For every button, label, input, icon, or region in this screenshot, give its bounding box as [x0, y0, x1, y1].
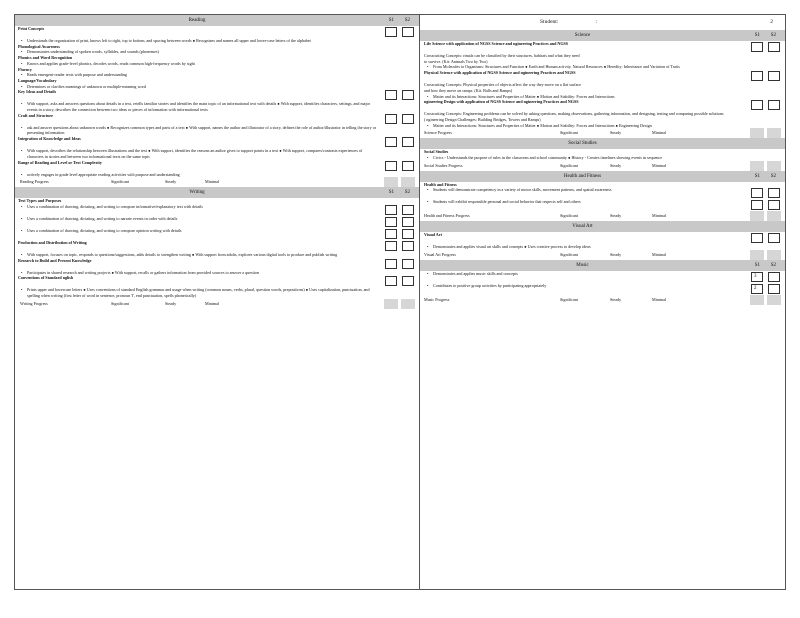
semester-1-grade-box[interactable]: [385, 90, 397, 100]
semester-1-grade-box[interactable]: [751, 233, 763, 243]
science-standard-text: Physical Science with application of NGSS Science and ngineering Practices and NGSS: [424, 70, 576, 76]
reading-standard-row: [15, 148, 419, 159]
writing-section-title: Writing: [189, 190, 205, 196]
minimal-option[interactable]: Minimal: [652, 130, 667, 136]
writing-standard-text: Production and Distribution of Writing: [18, 239, 87, 245]
social-studies-section-header: [420, 138, 785, 149]
science-standard-text: ngineering Design with application of NGSS Science and ngineering Practices and NGSS: [424, 99, 579, 105]
reading-standard-row: [15, 26, 419, 38]
reading-standard-row: [15, 125, 419, 136]
semester-1-grade-box[interactable]: [751, 71, 763, 81]
visual-art-progress-row: [420, 250, 785, 260]
semester-1-progress-box[interactable]: [750, 295, 764, 305]
science-standard-text: • Matter and its Interactions: Structures and Properties of Matter ● Motion and Stability: Forces and Interactions: [424, 94, 743, 100]
semester-1-grade-box[interactable]: [385, 217, 397, 227]
science-standard-text: Crosscutting Concepts: rimals can be classified by their structures, habitats and what they need: [424, 53, 580, 58]
semester-1-progress-box[interactable]: [750, 211, 764, 221]
visual-art-section-header: [420, 221, 785, 232]
semester-2-label: S2: [404, 18, 410, 23]
writing-standard-text: Text Types and Purposes: [18, 198, 62, 204]
writing-standard-row: [15, 216, 419, 228]
science-standard-text: • From Molecules to Organisms: Structures and Function ● Earth and Human activity, Natural Resources ● Heredity: Inheritance and Variation of Traits: [424, 64, 743, 70]
semester-1-grade-box[interactable]: [751, 200, 763, 210]
minimal-option[interactable]: Minimal: [652, 297, 667, 303]
health-standard-text: Health and Fitness: [424, 181, 457, 187]
semester-2-grade-box[interactable]: [402, 276, 414, 286]
steady-option[interactable]: Steady: [610, 162, 622, 168]
science-standard-text: and how they move on ramps. (Kit: Balls and Ramps): [424, 87, 513, 93]
science-standard-text: to survive. (Kit: Animals Two by Two): [424, 58, 488, 64]
semester-2-grade-box[interactable]: [402, 161, 414, 171]
semester-2-grade-box[interactable]: [768, 284, 780, 294]
semester-1-label: S1: [754, 263, 760, 269]
page-number: 2: [770, 19, 773, 25]
minimal-option[interactable]: Minimal: [652, 252, 667, 258]
reading-progress-row: [15, 177, 419, 187]
semester-1-progress-box[interactable]: [750, 250, 764, 260]
social-studies-progress-label: Social Studies Progress: [424, 162, 463, 168]
science-standard-row: [420, 99, 785, 111]
music-standard-row: [420, 283, 785, 295]
semester-2-grade-box[interactable]: [402, 90, 414, 100]
writing-standard-row: [15, 204, 419, 216]
visual-art-standard-text: Visual Art: [424, 232, 442, 238]
health-section-header: [420, 171, 785, 182]
writing-standard-text: • With support, focuses on topic, responds to questions/suggestions, adds details to strengthen writing ● With support from adults, explores various digital tools to produce and publish writing: [18, 252, 377, 258]
significant-option[interactable]: Significant: [560, 252, 578, 258]
minimal-option[interactable]: Minimal: [652, 162, 667, 168]
writing-standard-text: • Uses a combination of drawing, dictating, and writing to compose informative/explanatory text with details: [18, 204, 377, 210]
semester-1-grade-box[interactable]: [385, 161, 397, 171]
science-standard-text: Crosscutting Concepts: Physical properties of objects affect the way they move on a flat surface: [424, 82, 582, 88]
writing-standard-row: [15, 240, 419, 252]
semester-2-grade-box[interactable]: [768, 100, 780, 110]
reading-standard-row: [15, 89, 419, 101]
reading-standard-text: Fluency: [18, 66, 32, 72]
reading-standard-text: • Reads emergent-reader texts with purpose and understanding: [18, 72, 377, 78]
reading-standard-text: Craft and Structure: [18, 112, 53, 118]
health-progress-row: [420, 211, 785, 221]
semester-1-progress-box[interactable]: [384, 299, 398, 309]
semester-2-label: S2: [404, 190, 410, 196]
semester-1-grade-box[interactable]: 3: [751, 272, 763, 282]
steady-option[interactable]: Steady: [610, 213, 622, 219]
minimal-option[interactable]: Minimal: [205, 179, 220, 185]
writing-standard-row: [15, 258, 419, 270]
writing-standard-row: [15, 228, 419, 240]
reading-standard-row: [15, 101, 419, 112]
semester-2-grade-box[interactable]: [768, 42, 780, 52]
semester-2-label: S2: [770, 173, 776, 179]
science-standard-text: Life Science with application of NGSS Science and ngineering Practices and NGSS: [424, 41, 569, 46]
social-studies-standard-text: Social Studies: [424, 149, 449, 155]
semester-1-grade-box[interactable]: [385, 205, 397, 215]
music-standard-row: [420, 271, 785, 283]
social-studies-section-title: Social Studies: [568, 141, 597, 147]
reading-standard-text: Phonics and Word Recognition: [18, 55, 73, 61]
reading-standard-text: Phonological Awareness: [18, 43, 60, 49]
semester-1-grade-box[interactable]: [385, 259, 397, 269]
health-progress-label: Health and Fitness Progress: [424, 213, 470, 219]
reading-standard-text: • Determines or clarifies meanings of unknown or multiple-meaning word: [18, 84, 377, 90]
health-section-title: Health and Fitness: [563, 173, 602, 179]
reading-section-title: Reading: [188, 18, 206, 23]
reading-standard-text: • actively engages in grade level appropriate reading activities with purpose and understanding: [18, 172, 377, 178]
reading-standard-text: • With support, describes the relationship between illustrations and the text ● With support, identifies the reasons an author gives to support points in a text ● With support, compares/contrasts experiences of characters in stories and between two informational texts on the same topic: [18, 148, 377, 159]
semester-2-grade-box[interactable]: [402, 259, 414, 269]
writing-section-header: [15, 187, 419, 198]
semester-2-grade-box[interactable]: [768, 233, 780, 243]
semester-2-progress-box[interactable]: [401, 299, 415, 309]
science-standard-text: • Matter and its Interactions: Structures and Properties of Matter ● Motion and Stability: Forces and Interactions ● Engineering Design: [424, 123, 743, 129]
science-section-header: [420, 30, 785, 41]
semester-2-grade-box[interactable]: [768, 188, 780, 198]
reading-standard-text: • With support, asks and answers questions about details in a text, retells familiar stories and identifies the main topic of an informational text with details ● With support, identifies characters, settings, and major events in a story, describes the connection between two ideas or pieces of information with informational texts: [18, 101, 377, 112]
significant-option[interactable]: Significant: [111, 179, 129, 185]
visual-art-standard-row: [420, 232, 785, 244]
semester-1-grade-box[interactable]: 2: [751, 284, 763, 294]
semester-1-progress-box[interactable]: [750, 161, 764, 171]
reading-standard-row: [15, 113, 419, 125]
left-column: [15, 15, 420, 589]
reading-standard-text: • ask and answer questions about unknown words ● Recognizes common types and parts of a text ● With support, names the author and illustrator of a story, defines the role of author/illustrator in telling the story or presenting information: [18, 125, 377, 136]
semester-1-grade-box[interactable]: [751, 100, 763, 110]
semester-2-grade-box[interactable]: [402, 114, 414, 124]
report-card-page: [14, 14, 786, 590]
semester-1-grade-box[interactable]: [385, 276, 397, 286]
semester-2-grade-box[interactable]: [402, 217, 414, 227]
semester-2-grade-box[interactable]: [402, 27, 414, 37]
writing-standard-text: Research to Build and Present Knowledge: [18, 257, 92, 263]
semester-2-grade-box[interactable]: [768, 71, 780, 81]
social-studies-standard-text: • Civics - Understands the purpose of rules in the classroom and school community ● History - Creates timelines showing events in sequence: [424, 155, 743, 161]
writing-standard-text: Conventions of Standard nglish: [18, 275, 74, 281]
science-standard-text: ( ngineering Design Challenges: Building Bridges, Towers and Ramps): [424, 116, 541, 122]
semester-2-progress-box[interactable]: [767, 128, 781, 138]
semester-2-grade-box[interactable]: [768, 272, 780, 282]
reading-standard-text: Integration of Knowledge and Ideas: [18, 136, 81, 142]
health-standard-row: [420, 187, 785, 199]
semester-2-label: S2: [770, 263, 776, 269]
science-standard-text: Crosscutting Concepts: Engineering problems can be solved by asking questions, making observations, gathering information, and designing, testing and comparing possible solutions: [424, 111, 724, 117]
music-standard-text: • Contributes to positive group activities by participating appropriately: [424, 283, 743, 289]
music-standard-text: • Demonstrates and applies music skills and concepts: [424, 271, 743, 277]
reading-standard-text: Range of Reading and Level or Text Complexity: [18, 159, 102, 165]
semester-1-label: S1: [754, 33, 760, 38]
semester-2-progress-box[interactable]: [767, 250, 781, 260]
reading-standard-text: Language/Vocabulary: [18, 77, 57, 83]
student-name-field[interactable]: :: [596, 19, 598, 25]
music-progress-row: [420, 295, 785, 305]
semester-2-grade-box[interactable]: [768, 200, 780, 210]
visual-art-progress-label: Visual Art Progress: [424, 252, 456, 258]
health-standard-text: • Students will exhibit responsible personal and social behavior that respects self and others: [424, 199, 743, 205]
semester-2-progress-box[interactable]: [767, 295, 781, 305]
writing-standard-text: • Uses a combination of drawing, dictating, and writing to compose opinion writing with details: [18, 228, 377, 234]
significant-option[interactable]: Significant: [560, 297, 578, 303]
semester-1-grade-box[interactable]: [751, 188, 763, 198]
semester-1-grade-box[interactable]: [385, 27, 397, 37]
steady-option[interactable]: Steady: [165, 300, 177, 306]
semester-1-label: S1: [388, 190, 394, 196]
science-section-title: Science: [574, 33, 591, 38]
semester-1-progress-box[interactable]: [750, 128, 764, 138]
reading-standard-text: Key Ideas and Details: [18, 89, 57, 95]
significant-option[interactable]: Significant: [111, 300, 129, 306]
writing-progress-label: Writing Progress: [20, 300, 48, 306]
reading-standard-text: • Demonstrates understanding of spoken words, syllables, and sounds (phonemes): [18, 49, 377, 55]
student-header: [420, 15, 785, 30]
reading-standard-text: • Understands the organization of print, knows left to right, top to bottom, and spacing between words ● Recognizes and names all upper and lower-case letters of the alphabet: [18, 38, 377, 44]
steady-option[interactable]: Steady: [610, 297, 622, 303]
science-progress-row: [420, 128, 785, 138]
writing-standard-text: • Uses a combination of drawing, dictating, and writing to narrate events in order with details: [18, 216, 377, 222]
semester-2-progress-box[interactable]: [401, 177, 415, 187]
health-standard-text: • Students will demonstrate competency in a variety of motor skills, movement patterns, and spatial awareness: [424, 187, 743, 193]
writing-standard-text: • Participates in shared research and writing projects ● With support, recalls or gathers information from provided sources to answer a question: [18, 270, 377, 276]
semester-1-label: S1: [388, 18, 394, 23]
writing-standard-row: [15, 287, 419, 298]
reading-standard-text: Print Concepts: [18, 26, 45, 31]
visual-art-section-title: Visual Art: [572, 224, 593, 230]
semester-2-progress-box[interactable]: [767, 211, 781, 221]
semester-2-grade-box[interactable]: [402, 205, 414, 215]
semester-2-grade-box[interactable]: [402, 137, 414, 147]
semester-1-progress-box[interactable]: [384, 177, 398, 187]
music-progress-label: Music Progress: [424, 297, 450, 303]
writing-standard-text: • Prints upper and lowercase letters ● Uses conventions of standard English grammar and usage when writing (common nouns, verbs, plural, question words, prepositions) ● Uses capitalization, punctuation, and spelling when writing (first letter of word in sentence, pronoun 'I', end punctuation, spells phonetically): [18, 287, 377, 298]
student-label: Student:: [540, 19, 559, 25]
right-column: [420, 15, 785, 589]
reading-standard-row: [15, 136, 419, 148]
music-section-title: Music: [576, 263, 589, 269]
music-section-header: [420, 260, 785, 271]
science-progress-label: Science Progress: [424, 130, 452, 136]
science-standard-row: [420, 41, 785, 53]
steady-option[interactable]: Steady: [610, 130, 622, 136]
semester-1-grade-box[interactable]: [385, 114, 397, 124]
writing-standard-row: [15, 275, 419, 287]
semester-1-grade-box[interactable]: [385, 137, 397, 147]
health-standard-row: [420, 199, 785, 211]
semester-1-grade-box[interactable]: [751, 42, 763, 52]
semester-1-grade-box[interactable]: [385, 241, 397, 251]
reading-section-header: [15, 15, 419, 26]
significant-option[interactable]: Significant: [560, 130, 578, 136]
reading-standard-row: [15, 160, 419, 172]
reading-progress-label: Reading Progress: [20, 179, 49, 185]
semester-2-progress-box[interactable]: [767, 161, 781, 171]
significant-option[interactable]: Significant: [560, 213, 578, 219]
visual-art-standard-text: • Demonstrates and applies visual art skills and concepts ● Uses creative process to develop ideas: [424, 244, 743, 250]
semester-1-label: S1: [754, 173, 760, 179]
semester-2-label: S2: [770, 33, 776, 38]
steady-option[interactable]: Steady: [610, 252, 622, 258]
semester-1-grade-box[interactable]: [385, 229, 397, 239]
steady-option[interactable]: Steady: [165, 179, 177, 185]
semester-2-grade-box[interactable]: [402, 229, 414, 239]
social-studies-progress-row: [420, 161, 785, 171]
minimal-option[interactable]: Minimal: [652, 213, 667, 219]
significant-option[interactable]: Significant: [560, 162, 578, 168]
reading-standard-text: • Knows and applies grade-level phonics, decodes words, reads common high-frequency words by sight: [18, 61, 377, 67]
minimal-option[interactable]: Minimal: [205, 300, 220, 306]
semester-2-grade-box[interactable]: [402, 241, 414, 251]
science-standard-row: [420, 70, 785, 82]
writing-progress-row: [15, 299, 419, 309]
